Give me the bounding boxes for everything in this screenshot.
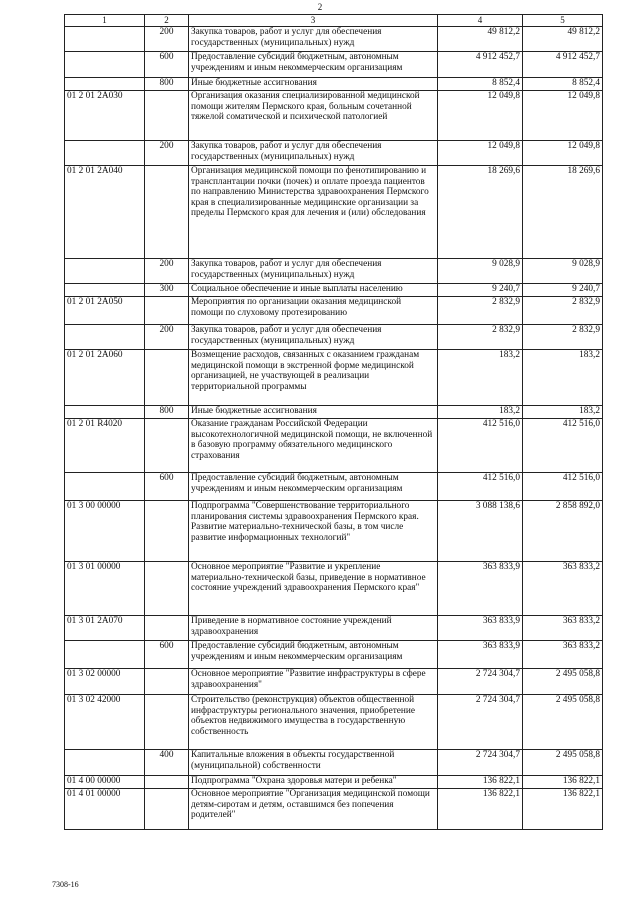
amount-2018: 412 516,0	[523, 419, 603, 473]
expense-type-code: 200	[145, 27, 189, 52]
table-row	[65, 52, 603, 78]
amount-2018: 12 049,8	[523, 141, 603, 166]
amount-2018: 363 833,2	[523, 616, 603, 641]
column-header: 4	[438, 15, 523, 27]
amount-2017: 9 240,7	[438, 284, 523, 297]
amount-2017: 136 822,1	[438, 789, 523, 830]
amount-2018: 2 832,9	[523, 325, 603, 350]
item-name: Капитальные вложения в объекты государственной (муниципальной) собственности	[189, 750, 438, 776]
table-row	[65, 141, 603, 166]
item-name: Иные бюджетные ассигнования	[189, 78, 438, 91]
item-name: Приведение в нормативное состояние учреждений здравоохранения	[189, 616, 438, 641]
item-name: Иные бюджетные ассигнования	[189, 406, 438, 419]
table-row	[65, 641, 603, 669]
item-name: Предоставление субсидий бюджетным, автономным учреждениям и иным некоммерческим организациям	[189, 473, 438, 501]
expense-type-code	[145, 297, 189, 325]
classification-code: 01 3 01 2А070	[65, 616, 145, 641]
table-row	[65, 473, 603, 501]
table-row	[65, 776, 603, 789]
expense-type-code: 400	[145, 750, 189, 776]
classification-code	[65, 27, 145, 52]
amount-2017: 3 088 138,6	[438, 501, 523, 562]
classification-code: 01 4 01 00000	[65, 789, 145, 830]
amount-2017: 412 516,0	[438, 473, 523, 501]
amount-2018: 4 912 452,7	[523, 52, 603, 78]
item-name: Социальное обеспечение и иные выплаты населению	[189, 284, 438, 297]
classification-code	[65, 284, 145, 297]
table-row	[65, 259, 603, 284]
table-row	[65, 501, 603, 562]
classification-code: 01 3 02 00000	[65, 669, 145, 695]
expense-type-code	[145, 166, 189, 259]
item-name: Закупка товаров, работ и услуг для обеспечения государственных (муниципальных) нужд	[189, 141, 438, 166]
item-name: Подпрограмма "Охрана здоровья матери и ребенка"	[189, 776, 438, 789]
amount-2018: 183,2	[523, 350, 603, 406]
classification-code: 01 2 01 R4020	[65, 419, 145, 473]
amount-2017: 12 049,8	[438, 91, 523, 141]
table-row	[65, 91, 603, 141]
expense-type-code: 200	[145, 325, 189, 350]
expense-type-code	[145, 789, 189, 830]
item-name: Мероприятия по организации оказания медицинской помощи по слуховому протезированию	[189, 297, 438, 325]
page-number: 2	[317, 2, 323, 12]
item-name: Основное мероприятие "Организация медицинской помощи детям-сиротам и детям, оставшимся без попечения родителей"	[189, 789, 438, 830]
classification-code	[65, 750, 145, 776]
classification-code: 01 3 00 00000	[65, 501, 145, 562]
amount-2017: 183,2	[438, 350, 523, 406]
amount-2018: 363 833,2	[523, 641, 603, 669]
table-row	[65, 297, 603, 325]
table-row	[65, 406, 603, 419]
classification-code	[65, 406, 145, 419]
column-header: 5	[523, 15, 603, 27]
expense-type-code	[145, 419, 189, 473]
expense-type-code	[145, 562, 189, 616]
expense-type-code	[145, 776, 189, 789]
expense-type-code: 200	[145, 141, 189, 166]
amount-2018: 363 833,2	[523, 562, 603, 616]
expense-type-code	[145, 501, 189, 562]
amount-2018: 2 495 058,8	[523, 750, 603, 776]
item-name: Предоставление субсидий бюджетным, автономным учреждениям и иным некоммерческим организациям	[189, 641, 438, 669]
document-code: 7308-16	[52, 880, 79, 889]
amount-2018: 2 832,9	[523, 297, 603, 325]
table-row	[65, 325, 603, 350]
column-header: 2	[145, 15, 189, 27]
amount-2018: 9 240,7	[523, 284, 603, 297]
amount-2017: 2 724 304,7	[438, 669, 523, 695]
column-number-row	[65, 15, 603, 27]
expense-type-code	[145, 350, 189, 406]
amount-2018: 136 822,1	[523, 789, 603, 830]
amount-2017: 183,2	[438, 406, 523, 419]
amount-2018: 2 858 892,0	[523, 501, 603, 562]
amount-2018: 12 049,8	[523, 91, 603, 141]
amount-2018: 18 269,6	[523, 166, 603, 259]
item-name: Подпрограмма "Совершенствование территориального планирования системы здравоохранения Пермского края. Развитие материально-технической базы, в том числе развитие информационных технологий"	[189, 501, 438, 562]
expense-type-code	[145, 91, 189, 141]
item-name: Возмещение расходов, связанных с оказанием гражданам медицинской помощи в экстренной форме медицинской организацией, не участвующей в реализации территориальной программы	[189, 350, 438, 406]
amount-2017: 2 832,9	[438, 297, 523, 325]
table-row	[65, 669, 603, 695]
item-name: Закупка товаров, работ и услуг для обеспечения государственных (муниципальных) нужд	[189, 259, 438, 284]
expense-type-code: 600	[145, 473, 189, 501]
table-row	[65, 419, 603, 473]
classification-code: 01 2 01 2А040	[65, 166, 145, 259]
amount-2017: 363 833,9	[438, 641, 523, 669]
amount-2018: 412 516,0	[523, 473, 603, 501]
amount-2018: 49 812,2	[523, 27, 603, 52]
amount-2018: 8 852,4	[523, 78, 603, 91]
classification-code: 01 2 01 2А050	[65, 297, 145, 325]
amount-2017: 18 269,6	[438, 166, 523, 259]
classification-code	[65, 259, 145, 284]
expense-type-code: 300	[145, 284, 189, 297]
item-name: Организация медицинской помощи по фенотипированию и трансплантации почки (почек) и оплате проезда пациентов по направлению Министерства здравоохранения Пермского края в специализированные медицинские организации за пределы Пермского края для лечения и (или) обследования	[189, 166, 438, 259]
classification-code: 01 2 01 2А030	[65, 91, 145, 141]
column-header: 3	[189, 15, 438, 27]
amount-2017: 363 833,9	[438, 616, 523, 641]
item-name: Предоставление субсидий бюджетным, автономным учреждениям и иным некоммерческим организациям	[189, 52, 438, 78]
amount-2017: 363 833,9	[438, 562, 523, 616]
amount-2018: 9 028,9	[523, 259, 603, 284]
table-row	[65, 350, 603, 406]
table-row	[65, 616, 603, 641]
table-row	[65, 695, 603, 750]
expense-type-code: 800	[145, 406, 189, 419]
budget-table	[64, 14, 603, 830]
expense-type-code: 200	[145, 259, 189, 284]
classification-code	[65, 473, 145, 501]
table-row	[65, 166, 603, 259]
table-row	[65, 789, 603, 830]
table-row	[65, 284, 603, 297]
table-row	[65, 562, 603, 616]
amount-2017: 136 822,1	[438, 776, 523, 789]
classification-code: 01 3 01 00000	[65, 562, 145, 616]
classification-code	[65, 141, 145, 166]
expense-type-code	[145, 616, 189, 641]
amount-2017: 2 724 304,7	[438, 695, 523, 750]
classification-code: 01 2 01 2А060	[65, 350, 145, 406]
amount-2017: 8 852,4	[438, 78, 523, 91]
classification-code	[65, 78, 145, 91]
item-name: Основное мероприятие "Развитие инфраструктуры в сфере здравоохранения"	[189, 669, 438, 695]
amount-2017: 9 028,9	[438, 259, 523, 284]
amount-2017: 2 832,9	[438, 325, 523, 350]
classification-code: 01 4 00 00000	[65, 776, 145, 789]
table-row	[65, 750, 603, 776]
table-row	[65, 78, 603, 91]
classification-code	[65, 325, 145, 350]
column-header: 1	[65, 15, 145, 27]
item-name: Организация оказания специализированной медицинской помощи жителям Пермского края, больным сочетанной тяжелой соматической и психической патологией	[189, 91, 438, 141]
amount-2017: 2 724 304,7	[438, 750, 523, 776]
item-name: Закупка товаров, работ и услуг для обеспечения государственных (муниципальных) нужд	[189, 27, 438, 52]
amount-2018: 2 495 058,8	[523, 669, 603, 695]
amount-2018: 2 495 058,8	[523, 695, 603, 750]
amount-2017: 49 812,2	[438, 27, 523, 52]
amount-2018: 183,2	[523, 406, 603, 419]
amount-2018: 136 822,1	[523, 776, 603, 789]
expense-type-code: 600	[145, 52, 189, 78]
amount-2017: 4 912 452,7	[438, 52, 523, 78]
expense-type-code: 800	[145, 78, 189, 91]
expense-type-code	[145, 695, 189, 750]
item-name: Строительство (реконструкция) объектов общественной инфраструктуры регионального значения, приобретение объектов недвижимого имущества в государственную собственность	[189, 695, 438, 750]
classification-code	[65, 52, 145, 78]
expense-type-code: 600	[145, 641, 189, 669]
amount-2017: 12 049,8	[438, 141, 523, 166]
item-name: Закупка товаров, работ и услуг для обеспечения государственных (муниципальных) нужд	[189, 325, 438, 350]
expense-type-code	[145, 669, 189, 695]
classification-code	[65, 641, 145, 669]
classification-code: 01 3 02 42000	[65, 695, 145, 750]
item-name: Основное мероприятие "Развитие и укрепление материально-технической базы, приведение в нормативное состояние учреждений здравоохранения Пермского края"	[189, 562, 438, 616]
table-row	[65, 27, 603, 52]
amount-2017: 412 516,0	[438, 419, 523, 473]
item-name: Оказание гражданам Российской Федерации высокотехнологичной медицинской помощи, не включенной в базовую программу обязательного медицинского страхования	[189, 419, 438, 473]
